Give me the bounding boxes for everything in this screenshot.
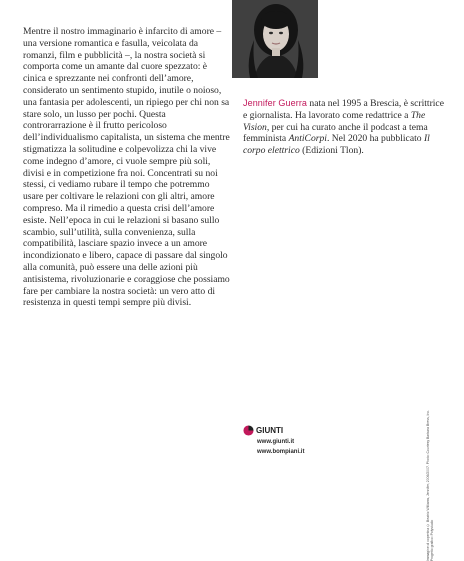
credits-line-2: Progetto grafico: Polystudio <box>430 519 435 561</box>
giunti-mark-icon <box>243 425 254 436</box>
publisher-urls <box>257 437 304 457</box>
credits-line-1: Immagine di copertina © Beatrix Williams, Jennifer, 2006/2007. Photo: Courtesy Barbara Bress, Inc. <box>426 410 430 561</box>
bio-text-4: (Edizioni Tlon). <box>299 145 364 157</box>
author-portrait-icon <box>232 0 318 78</box>
bio-text-1: nata nel 1995 a Brescia, è scrittrice e giornalista. Ha lavorato come redattrice a <box>243 98 444 121</box>
author-photo <box>232 0 318 78</box>
giunti-logo-text: GIUNTI <box>256 426 284 435</box>
bio-text-3: . Nel 2020 ha pubblicato <box>326 133 424 145</box>
url-bompiani[interactable]: www.bompiani.it <box>257 449 305 455</box>
bio-italic-the-vision: The Vision <box>243 109 426 133</box>
bio-italic-book-title: Il corpo elettrico <box>243 133 430 157</box>
url-giunti[interactable]: www.giunti.it <box>257 439 295 445</box>
cover-credits <box>426 410 434 561</box>
author-name: Jennifer Guerra <box>243 98 308 108</box>
synopsis-text: Mentre il nostro immaginario è infarcito di amore – una versione romantica e fasulla, veicolata da romanzi, film e pubblicità –, la nostra società si comporta come un amante dal cuore spezzato: è cinica e sprezzante nei confronti dell’amore, considerato un sentimento stupido, inutile o noioso, una fantasia per adolescenti, un ripiego per chi non sa stare solo, un lusso per pochi. Questa controrarrazione è il frutto pericoloso dell’individualismo capitalista, un sistema che mentre stigmatizza la solitudine e colpevolizza chi la vive come indegno d’amore, ci vuole sempre più soli, divisi e in competizione fra noi. Concentrati su noi stessi, ci vediamo rubare il tempo che potremmo usare per coltivare le relazioni con gli altri, amore compreso. Ma il rimedio a questa crisi dell’amore esiste. Nell’epoca in cui le relazioni si basano sullo scambio, sull’utilità, sulla convenienza, sulla compatibilità, lasciare spazio invece a un amore incondizionato e libero, capace di passare dal singolo alla comunità, può essere una delle azioni più antisistema, rivoluzionarie e coraggiose che possiamo fare per cambiare la nostra società: un vero atto di resistenza in questi tempi sempre più divisi. <box>23 26 230 309</box>
bio-italic-anticorpi: AntiCorpi <box>288 133 327 145</box>
bio-text-2: , per cui ha curato anche il podcast a tema femminista <box>243 121 428 145</box>
giunti-logo <box>243 425 283 436</box>
author-bio <box>243 98 448 157</box>
